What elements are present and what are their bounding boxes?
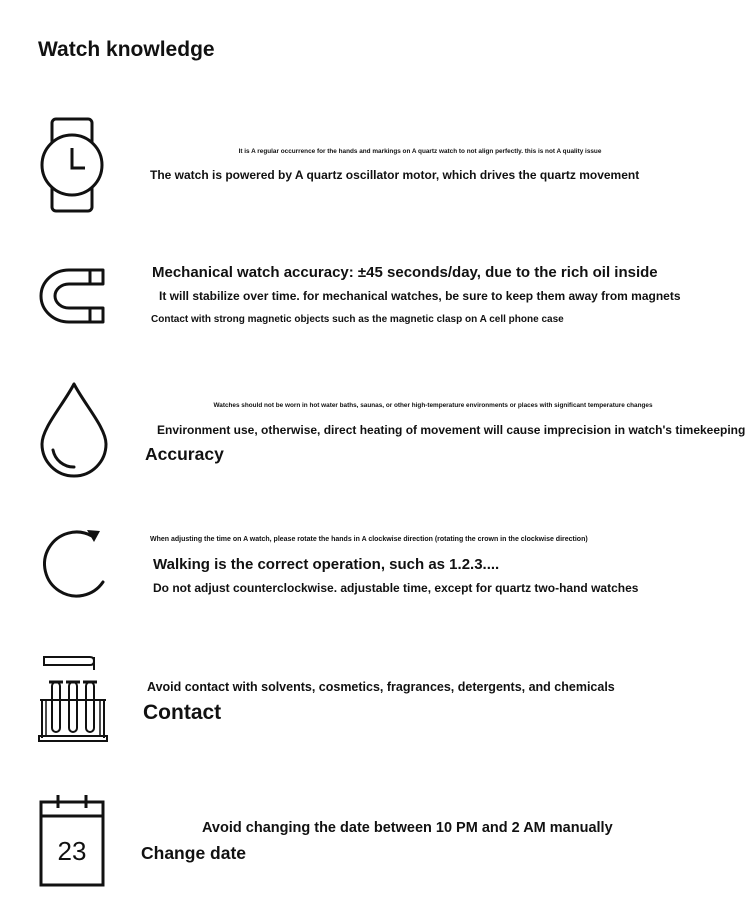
calendar-day-number: 23: [57, 836, 87, 866]
section-6-line-2: Change date: [141, 843, 247, 863]
section-6-line-1: Avoid changing the date between 10 PM and 2 AM manually: [202, 820, 613, 836]
section-5-line-1: Avoid contact with solvents, cosmetics, fragrances, detergents, and chemicals: [147, 680, 615, 694]
section-4-line-2: Walking is the correct operation, such as 1.2.3....: [153, 556, 500, 573]
section-1-line-1: It is A regular occurrence for the hands and markings on A quartz watch to not align perfectly. this is not A quality issue: [238, 148, 602, 155]
page-title: Watch knowledge: [38, 38, 215, 61]
section-2-line-3: Contact with strong magnetic objects such as the magnetic clasp on A cell phone case: [151, 314, 564, 325]
water-drop-icon: [38, 380, 110, 478]
section-2-line-2: It will stabilize over time. for mechanical watches, be sure to keep them away from magnets: [159, 289, 681, 303]
section-4-line-1: When adjusting the time on A watch, please rotate the hands in A clockwise direction (rotating the crown in the clockwise direction): [150, 536, 588, 543]
section-3-line-2: Environment use, otherwise, direct heating of movement will cause imprecision in watch's timekeeping: [157, 423, 746, 437]
test-tubes-icon: [38, 652, 108, 744]
section-5-line-2: Contact: [143, 701, 222, 724]
magnet-icon: [38, 267, 106, 325]
calendar-icon: [38, 793, 106, 887]
section-1-line-2: The watch is powered by A quartz oscillator motor, which drives the quartz movement: [150, 168, 640, 182]
section-3-line-1: Watches should not be worn in hot water baths, saunas, or other high-temperature environments or places with significant temperature changes: [213, 402, 653, 409]
clockwise-rotate-icon: [38, 526, 110, 606]
section-2-line-1: Mechanical watch accuracy: ±45 seconds/day, due to the rich oil inside: [152, 264, 658, 281]
watch-icon: [38, 116, 106, 214]
section-3-line-3: Accuracy: [145, 444, 224, 464]
section-4-line-3: Do not adjust counterclockwise. adjustable time, except for quartz two-hand watches: [153, 581, 639, 595]
